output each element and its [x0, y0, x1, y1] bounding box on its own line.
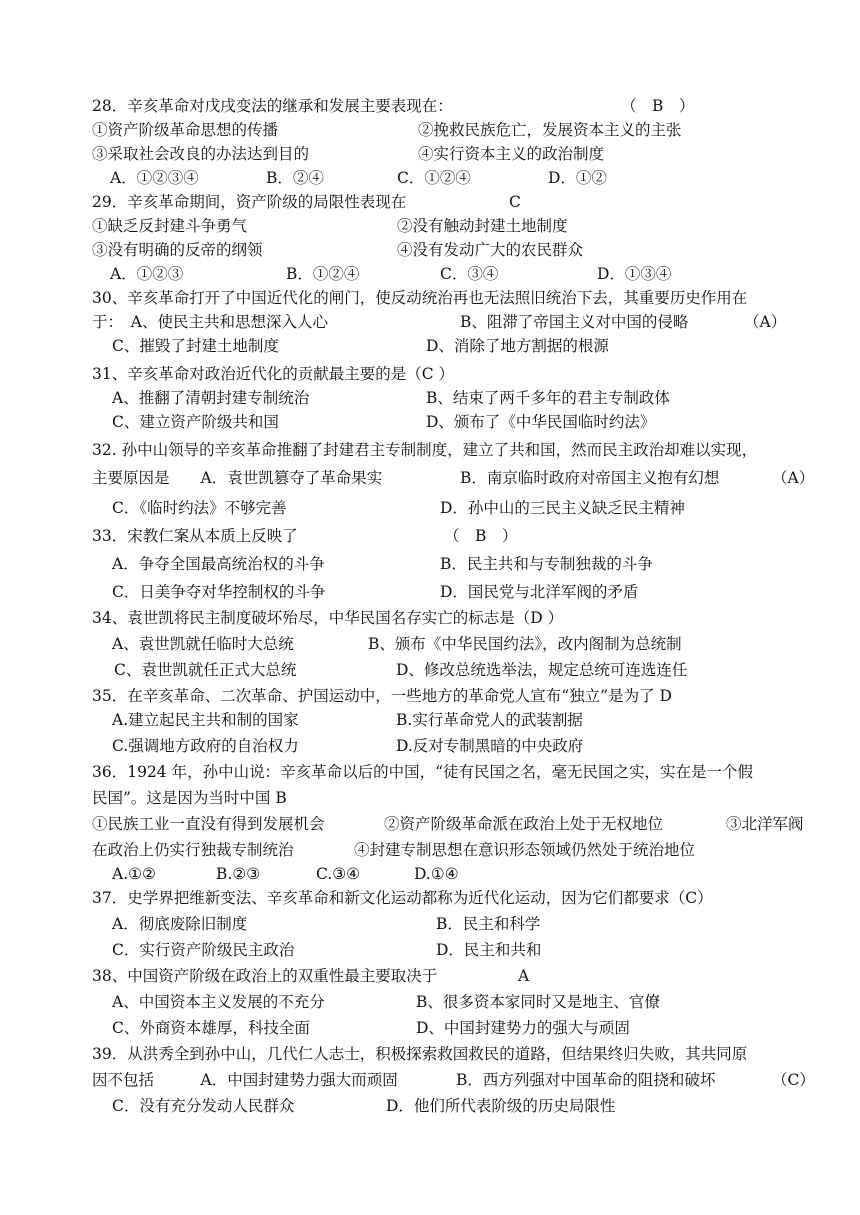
q34-choice-d: D、修改总统选举法，规定总统可连选连任	[396, 661, 688, 679]
q30-choices	[0, 334, 860, 358]
q36-options-line-1	[0, 812, 860, 836]
q39-stem-1: 39．从洪秀全到孙中山，几代仁人志士，积极探索救国救民的道路，但结果终归失败，其共同原	[92, 1045, 748, 1063]
q28-option-1: ①资产阶级革命思想的传播	[92, 121, 279, 139]
q38-stem: 38、中国资产阶级在政治上的双重性最主要取决于	[92, 967, 438, 985]
q33-choice-d: D．国民党与北洋军阀的矛盾	[440, 583, 639, 601]
q32-choice-d: D．孙中山的三民主义缺乏民主精神	[440, 499, 685, 517]
q32-stem-line-2	[0, 466, 860, 490]
q28-stem-line	[0, 94, 860, 118]
q37-choice-b: B．民主和科学	[436, 915, 541, 933]
q35-stem: 35．在辛亥革命、二次革命、护国运动中，一些地方的革命党人宣布“独立”是为了 D	[92, 687, 672, 705]
q38-choices-line-1	[0, 990, 860, 1014]
q34-choice-c: C、袁世凯就任正式大总统	[114, 661, 297, 679]
q36-stem-2: 民国”。这是因为当时中国 B	[92, 789, 287, 807]
q32-choice-c: C．《临时约法》不够完善	[112, 499, 287, 517]
q36-option-1: ①民族工业一直没有得到发展机会	[92, 815, 325, 833]
q39-choices	[0, 1094, 860, 1118]
q29-choice-d: D．①③④	[597, 265, 672, 283]
q34-stem: 34、袁世凯将民主制度破坏殆尽，中华民国名存实亡的标志是（D ）	[92, 609, 564, 627]
q35-choice-d: D.反对专制黑暗的中央政府	[396, 737, 584, 755]
q32-stem-line-1	[0, 438, 860, 462]
q31-choice-d: D、颁布了《中华民国临时约法》	[426, 413, 656, 431]
q37-choices-line-1	[0, 912, 860, 936]
q30-stem-2: 于： A、使民主共和思想深入人心	[92, 313, 328, 331]
q39-answer: （C）	[772, 1071, 815, 1089]
q29-choice-b: B．①②④	[286, 265, 360, 283]
q36-stem-line-1	[0, 760, 860, 784]
q34-choices-line-2	[0, 658, 860, 682]
q33-choice-b: B．民主共和与专制独裁的斗争	[440, 555, 653, 573]
q28-options-line-2	[0, 142, 860, 166]
q32-choices	[0, 496, 860, 520]
q29-stem-line	[0, 190, 860, 214]
q28-choice-d: D．①②	[548, 169, 607, 187]
q35-choice-c: C.强调地方政府的自治权力	[112, 737, 299, 755]
q32-stem-1: 32. 孙中山领导的辛亥革命推翻了封建君主专制制度，建立了共和国，然而民主政治却难以实现，	[92, 441, 758, 459]
q36-stem-1: 36．1924 年，孙中山说：辛亥革命以后的中国，“徒有民国之名，毫无民国之实，实在是一个假	[92, 763, 754, 781]
q31-choice-c: C、建立资产阶级共和国	[112, 413, 279, 431]
q29-option-2: ②没有触动封建土地制度	[397, 217, 568, 235]
q36-option-4: ④封建专制思想在意识形态领域仍然处于统治地位	[354, 841, 696, 859]
q30-stem-line-2	[0, 310, 860, 334]
q29-option-1: ①缺乏反封建斗争勇气	[92, 217, 248, 235]
q30-choice-c: C、摧毁了封建土地制度	[112, 337, 279, 355]
q39-stem-2: 因不包括 A．中国封建势力强大而顽固	[92, 1071, 398, 1089]
q31-choices-line-2	[0, 410, 860, 434]
q30-choice-b: B、阻滞了帝国主义对中国的侵略	[460, 313, 689, 331]
q36-choice-b: B.②③	[216, 865, 261, 883]
q33-stem-line	[0, 524, 860, 548]
q29-option-4: ④没有发动广大的农民群众	[397, 241, 584, 259]
q38-stem-line	[0, 964, 860, 988]
q33-choice-c: C．日美争夺对华控制权的斗争	[112, 583, 326, 601]
q32-choice-b: B．南京临时政府对帝国主义抱有幻想	[460, 469, 720, 487]
q35-stem-line	[0, 684, 860, 708]
q35-choice-b: B.实行革命党人的武装割据	[396, 711, 583, 729]
q31-stem-line	[0, 362, 860, 386]
q36-stem-line-2	[0, 786, 860, 810]
q29-options-line-1	[0, 214, 860, 238]
q36-options-line-2	[0, 838, 860, 862]
q28-options-line-1	[0, 118, 860, 142]
q31-stem: 31、辛亥革命对政治近代化的贡献最主要的是（C ）	[92, 365, 455, 383]
q29-option-3: ③没有明确的反帝的纲领	[92, 241, 263, 259]
q31-choice-b: B、结束了两千多年的君主专制政体	[426, 389, 670, 407]
q36-option-3a: ③北洋军阀	[726, 815, 804, 833]
q39-choice-d: D．他们所代表阶级的历史局限性	[386, 1097, 616, 1115]
q37-choice-c: C．实行资产阶级民主政治	[112, 941, 295, 959]
q30-choice-d: D、消除了地方割据的根源	[426, 337, 609, 355]
q36-option-3b: 在政治上仍实行独裁专制统治	[92, 841, 294, 859]
q30-answer: （A）	[744, 313, 787, 331]
q33-choices-line-2	[0, 580, 860, 604]
q39-choice-b: B．西方列强对中国革命的阻挠和破坏	[456, 1071, 716, 1089]
q39-stem-line-2	[0, 1068, 860, 1092]
q37-choice-d: D．民主和共和	[436, 941, 542, 959]
q38-answer: A	[518, 967, 530, 985]
q33-choices-line-1	[0, 552, 860, 576]
q28-choice-a: A．①②③④	[110, 169, 199, 187]
q35-choice-a: A.建立起民主共和制的国家	[112, 711, 299, 729]
q29-options-line-2	[0, 238, 860, 262]
q36-choices	[0, 862, 860, 886]
q38-choice-c: C、外商资本雄厚，科技全面	[112, 1019, 310, 1037]
q30-stem-line-1	[0, 286, 860, 310]
q28-option-3: ③采取社会改良的办法达到目的	[92, 145, 310, 163]
q29-answer: C	[509, 193, 521, 211]
q28-stem: 28．辛亥革命对戊戌变法的继承和发展主要表现在：	[92, 97, 453, 115]
q28-choices	[0, 166, 860, 190]
q36-choice-c: C.③④	[316, 865, 361, 883]
q38-choice-d: D、中国封建势力的强大与顽固	[416, 1019, 630, 1037]
q28-option-4: ④实行资本主义的政治制度	[418, 145, 605, 163]
q36-choice-d: D.①④	[414, 865, 459, 883]
q36-choice-a: A.①②	[112, 865, 156, 883]
q29-stem: 29．辛亥革命期间，资产阶级的局限性表现在	[92, 193, 407, 211]
q32-stem-2: 主要原因是 A．袁世凯篡夺了革命果实	[92, 469, 383, 487]
q33-answer: （ B ）	[444, 527, 518, 545]
q39-stem-line-1	[0, 1042, 860, 1066]
q37-stem-line	[0, 886, 860, 910]
q36-option-2: ②资产阶级革命派在政治上处于无权地位	[384, 815, 664, 833]
q28-choice-c: C．①②④	[397, 169, 471, 187]
q35-choices-line-2	[0, 734, 860, 758]
q28-choice-b: B．②④	[266, 169, 324, 187]
q34-choice-a: A、袁世凯就任临时大总统	[112, 635, 294, 653]
q34-choices-line-1	[0, 632, 860, 656]
q37-choices-line-2	[0, 938, 860, 962]
q31-choice-a: A、推翻了清朝封建专制统治	[112, 389, 310, 407]
q32-answer: （A）	[772, 469, 815, 487]
q38-choices-line-2	[0, 1016, 860, 1040]
q33-choice-a: A．争夺全国最高统治权的斗争	[112, 555, 325, 573]
q28-answer: （ B ）	[621, 97, 695, 115]
q28-option-2: ②挽救民族危亡，发展资本主义的主张	[418, 121, 682, 139]
q34-choice-b: B、颁布《中华民国约法》，改内阁制为总统制	[368, 635, 682, 653]
q35-choices-line-1	[0, 708, 860, 732]
q31-choices-line-1	[0, 386, 860, 410]
q37-stem: 37．史学界把维新变法、辛亥革命和新文化运动都称为近代化运动，因为它们都要求（C）	[92, 889, 713, 907]
q38-choice-b: B、很多资本家同时又是地主、官僚	[416, 993, 660, 1011]
q39-choice-c: C．没有充分发动人民群众	[112, 1097, 295, 1115]
q30-stem-1: 30、辛亥革命打开了中国近代化的闸门，使反动统治再也无法照旧统治下去，其重要历史作用在	[92, 289, 748, 307]
q29-choices	[0, 262, 860, 286]
q37-choice-a: A．彻底废除旧制度	[112, 915, 248, 933]
q33-stem: 33．宋教仁案从本质上反映了	[92, 527, 298, 545]
q29-choice-a: A．①②③	[110, 265, 184, 283]
q29-choice-c: C．③④	[440, 265, 499, 283]
q38-choice-a: A、中国资本主义发展的不充分	[112, 993, 325, 1011]
q34-stem-line	[0, 606, 860, 630]
